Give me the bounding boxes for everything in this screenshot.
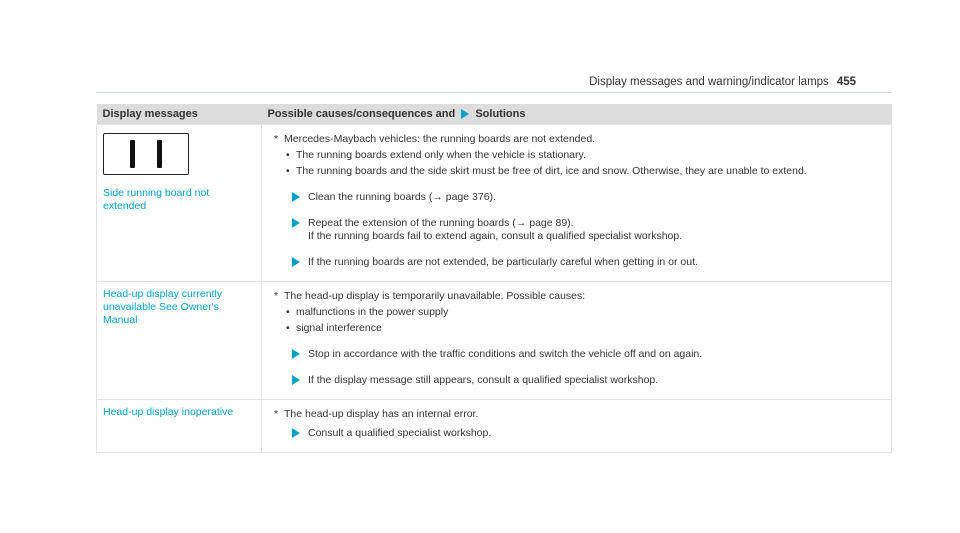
- col-display-messages-header: Display messages: [97, 104, 262, 125]
- header-rule: [96, 92, 892, 93]
- table-row: [97, 125, 892, 282]
- solution-cell: [262, 125, 892, 282]
- display-message: Head-up display currently unavailable See Owner's Manual: [103, 288, 223, 326]
- cause-item: * The head-up display is temporarily unavailable. Possible causes:: [274, 290, 586, 302]
- display-message: Side running board not extended: [103, 187, 210, 212]
- action-arrow-icon: [292, 257, 300, 267]
- bullet-item: • The running boards extend only when the vehicle is stationary.: [286, 149, 885, 162]
- cause-item: * The head-up display has an internal error.: [274, 408, 479, 420]
- table-header-row: [97, 104, 892, 125]
- solution-cell: [262, 400, 892, 453]
- action-item: Consult a qualified specialist workshop.: [292, 427, 885, 440]
- action-arrow-icon: [292, 428, 300, 438]
- action-arrow-icon: [292, 375, 300, 385]
- col-causes-header-text: Possible causes/consequences and: [267, 107, 456, 120]
- message-cell: [97, 282, 262, 400]
- table-row: [97, 282, 892, 400]
- col-solutions-header-text: Solutions: [475, 107, 526, 120]
- action-item: Clean the running boards (→ page 376).: [292, 191, 885, 204]
- cause-item: * Mercedes-Maybach vehicles: the running boards are not extended.: [274, 133, 596, 145]
- action-note: If the running boards fail to extend again, consult a qualified specialist workshop.: [308, 230, 683, 242]
- bullet-item: • malfunctions in the power supply: [286, 306, 885, 319]
- display-messages-table: [96, 104, 892, 453]
- table-row: [97, 400, 892, 453]
- bullet-item: • The running boards and the side skirt must be free of dirt, ice and snow. Otherwise, they are unable to extend.: [286, 165, 885, 178]
- action-item: If the running boards are not extended, be particularly careful when getting in or out.: [292, 256, 885, 269]
- running-header: [589, 76, 856, 88]
- action-arrow-icon: [292, 349, 300, 359]
- solution-arrow-icon: [461, 109, 469, 119]
- section-title: Display messages and warning/indicator lamps: [589, 76, 829, 88]
- action-item: Repeat the extension of the running boards (→ page 89). If the running boards fail to extend again, consult a qualified specialist workshop.: [292, 217, 885, 243]
- solution-cell: [262, 282, 892, 400]
- action-arrow-icon: [292, 192, 300, 202]
- bullet-item: • signal interference: [286, 322, 885, 335]
- action-arrow-icon: [292, 218, 300, 228]
- message-cell: [97, 125, 262, 282]
- message-cell: [97, 400, 262, 453]
- col-causes-header: [262, 104, 892, 125]
- display-message: Head-up display inoperative: [103, 406, 234, 418]
- action-item: Stop in accordance with the traffic conditions and switch the vehicle off and on again.: [292, 348, 885, 361]
- running-board-icon: [103, 133, 189, 175]
- page-number: 455: [836, 76, 856, 88]
- action-item: If the display message still appears, consult a qualified specialist workshop.: [292, 374, 885, 387]
